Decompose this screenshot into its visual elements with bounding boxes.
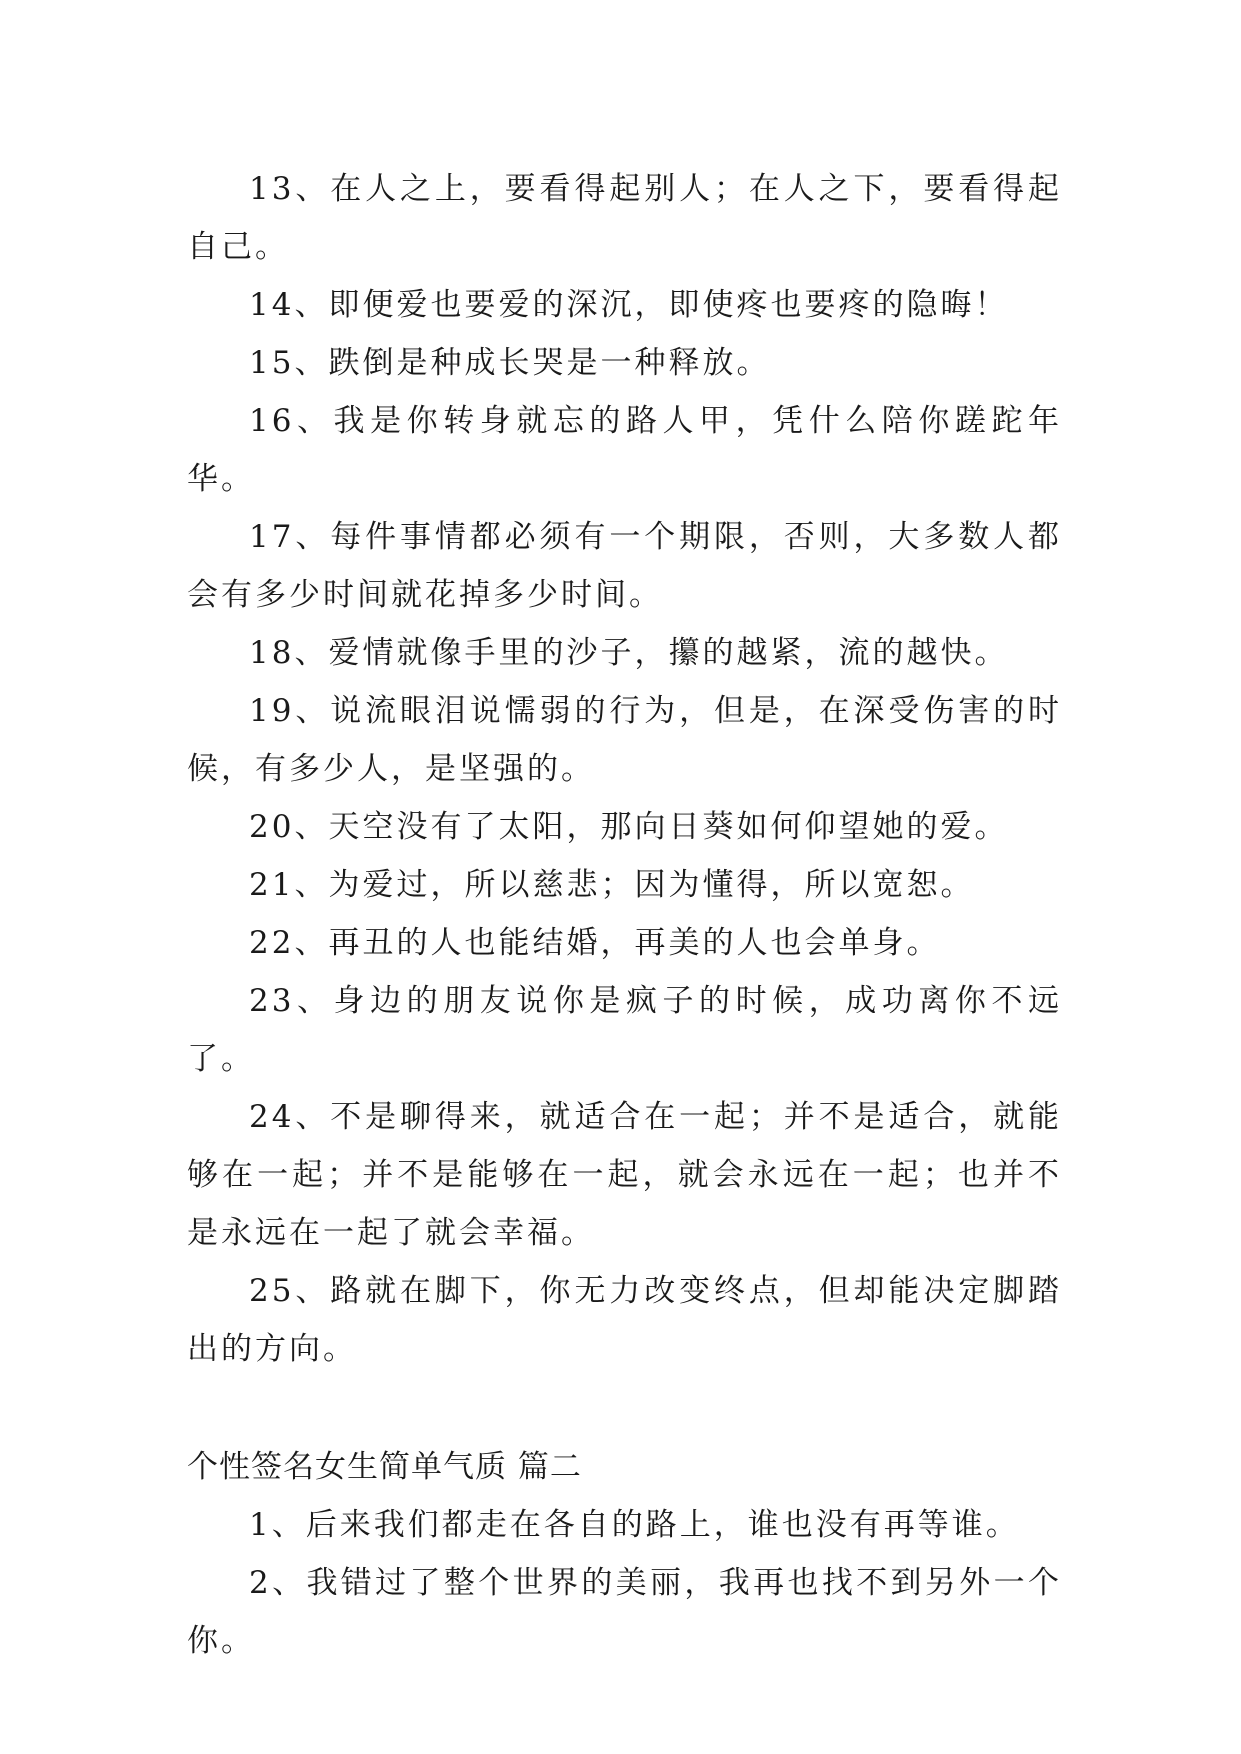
section-heading: 个性签名女生简单气质 篇二 xyxy=(187,1449,582,1485)
paragraph-2-2: 2、我错过了整个世界的美丽，我再也找不到另外一个你。 xyxy=(187,1565,1062,1659)
paragraph-13: 13、在人之上，要看得起别人；在人之下，要看得起自己。 xyxy=(187,171,1062,265)
paragraph-2-1: 1、后来我们都走在各自的路上，谁也没有再等谁。 xyxy=(249,1507,1020,1543)
paragraph-23: 23、身边的朋友说你是疯子的时候，成功离你不远了。 xyxy=(187,983,1062,1077)
paragraph-20: 20、天空没有了太阳，那向日葵如何仰望她的爱。 xyxy=(249,809,1009,845)
paragraph-21: 21、为爱过，所以慈悲；因为懂得，所以宽恕。 xyxy=(249,867,975,903)
paragraph-17: 17、每件事情都必须有一个期限，否则，大多数人都会有多少时间就花掉多少时间。 xyxy=(187,519,1062,613)
paragraph-19: 19、说流眼泪说懦弱的行为，但是，在深受伤害的时候，有多少人，是坚强的。 xyxy=(187,693,1062,787)
paragraph-15: 15、跌倒是种成长哭是一种释放。 xyxy=(249,345,771,381)
paragraph-25: 25、路就在脚下，你无力改变终点，但却能决定脚踏出的方向。 xyxy=(187,1273,1062,1367)
paragraph-14: 14、即便爱也要爱的深沉，即使疼也要疼的隐晦！ xyxy=(249,287,1009,323)
document-page xyxy=(187,160,1062,1670)
paragraph-16: 16、我是你转身就忘的路人甲，凭什么陪你蹉跎年华。 xyxy=(187,403,1062,497)
paragraph-22: 22、再丑的人也能结婚，再美的人也会单身。 xyxy=(249,925,941,961)
paragraph-24: 24、不是聊得来，就适合在一起；并不是适合，就能够在一起；并不是能够在一起，就会永远在一起；也并不是永远在一起了就会幸福。 xyxy=(187,1099,1062,1251)
paragraph-18: 18、爱情就像手里的沙子，攥的越紧，流的越快。 xyxy=(249,635,1009,671)
